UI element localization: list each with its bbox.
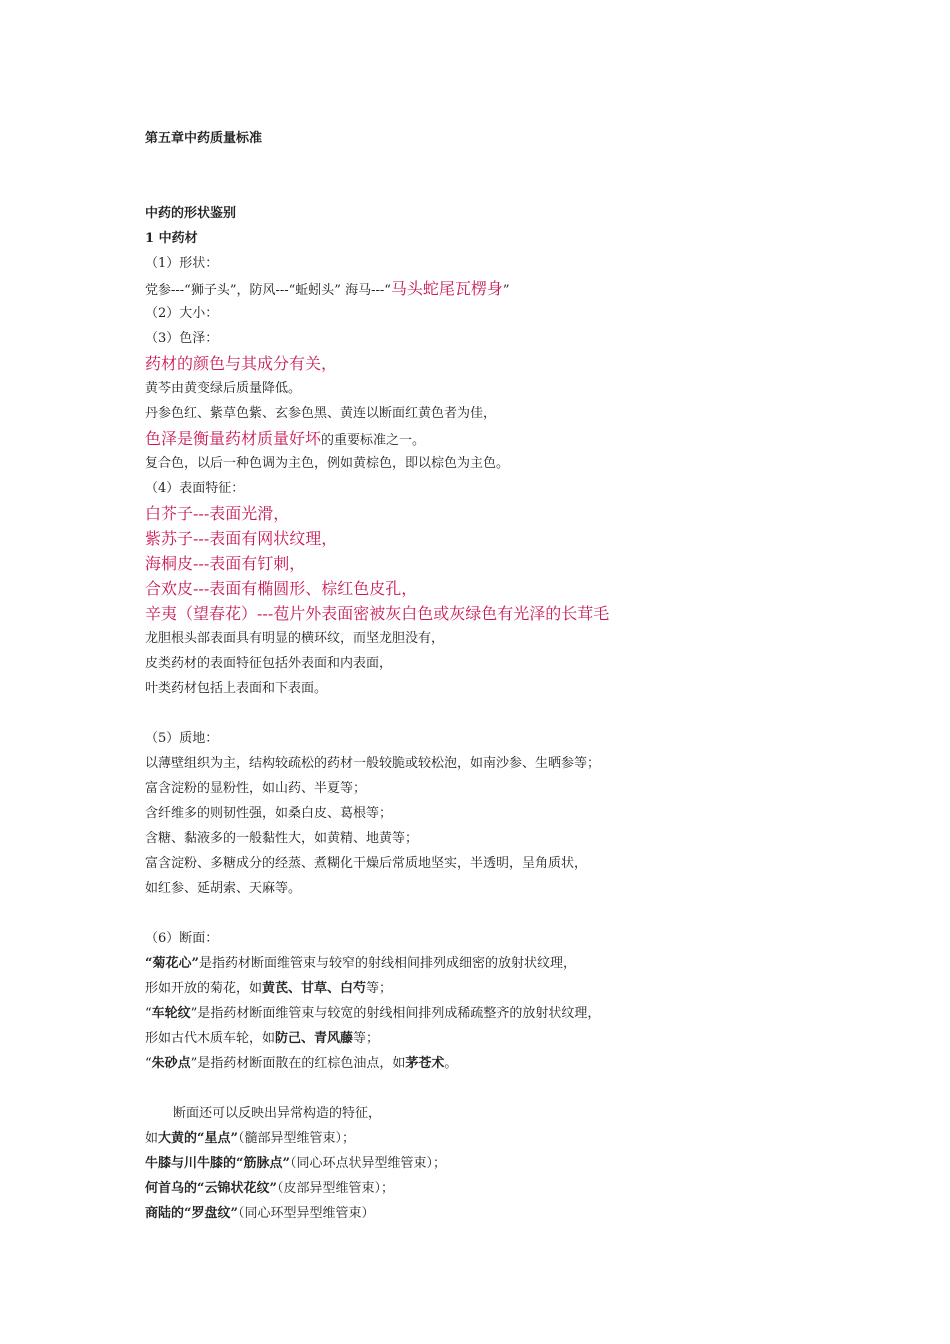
color-line-3: 丹参色红、紫草色紫、玄参色黑、黄连以断面红黄色者为佳， [145, 406, 497, 421]
section-line-5: “朱砂点”是指药材断面散在的红棕色油点，如茅苍术。 [145, 1056, 458, 1071]
section-line-8: 牛膝与川牛膝的“筋脉点”（同心环点状异型维管束）； [145, 1156, 446, 1171]
color-line-2: 黄芩由黄变绿后质量降低。 [145, 381, 302, 396]
color-line-5: 复合色，以后一种色调为主色，例如黄棕色，即以棕色为主色。 [145, 456, 510, 471]
shape-label: （1）形状： [145, 256, 219, 271]
surface-red-line: 紫苏子---表面有网状纹理， [145, 529, 338, 548]
shape-line: 党参---“狮子头”，防风---“蚯蚓头” 海马---“马头蛇尾瓦楞身” [145, 279, 510, 298]
texture-line: 含纤维多的则韧性强，如桑白皮、葛根等； [145, 806, 393, 821]
color-line-1: 药材的颜色与其成分有关， [145, 354, 338, 373]
texture-line: 如红参、延胡索、天麻等。 [145, 881, 302, 896]
surface-line: 叶类药材包括上表面和下表面。 [145, 681, 328, 696]
surface-red-line: 白芥子---表面光滑， [145, 504, 290, 523]
chapter-title: 第五章中药质量标准 [145, 131, 263, 146]
section-heading: 中药的形状鉴别 [145, 206, 237, 221]
section-line-9: 何首乌的“云锦状花纹”（皮部异型维管束）； [145, 1181, 394, 1196]
shape-highlight: 马头蛇尾瓦楞身 [390, 279, 503, 298]
section-line-7: 如大黄的“星点”（髓部异型维管束）； [145, 1131, 355, 1146]
texture-line: 富含淀粉、多糖成分的经蒸、煮糊化干燥后常质地坚实，半透明，呈角质状， [145, 856, 588, 871]
surface-red-line: 合欢皮---表面有椭圆形、棕红色皮孔， [145, 579, 418, 598]
size-label: （2）大小： [145, 306, 219, 321]
section-line-2: 形如开放的菊花，如黄芪、甘草、白芍等； [145, 981, 393, 996]
surface-line: 龙胆根头部表面具有明显的横环纹，而坚龙胆没有， [145, 631, 445, 646]
texture-label: （5）质地： [145, 731, 219, 746]
section-label: （6）断面： [145, 931, 219, 946]
color-label: （3）色泽： [145, 331, 219, 346]
subsection-heading: 1 中药材 [145, 231, 198, 246]
document-body [145, 126, 905, 1226]
surface-red-line: 辛夷（望春花）---苞片外表面密被灰白色或灰绿色有光泽的长茸毛 [145, 604, 610, 623]
texture-line: 以薄壁组织为主，结构较疏松的药材一般较脆或较松泡，如南沙参、生晒参等； [145, 756, 601, 771]
texture-line: 富含淀粉的显粉性，如山药、半夏等； [145, 781, 367, 796]
surface-label: （4）表面特征： [145, 481, 245, 496]
section-line-1: “菊花心”是指药材断面维管束与较窄的射线相间排列成细密的放射状纹理， [145, 956, 576, 971]
color-line-4: 色泽是衡量药材质量好坏的重要标准之一。 [145, 429, 426, 448]
section-line-4: 形如古代木质车轮，如防己、青风藤等； [145, 1031, 380, 1046]
texture-line: 含糖、黏液多的一般黏性大，如黄精、地黄等； [145, 831, 419, 846]
section-line-10: 商陆的“罗盘纹”（同心环型异型维管束） [145, 1206, 375, 1221]
surface-line: 皮类药材的表面特征包括外表面和内表面， [145, 656, 393, 671]
section-line-3: “车轮纹”是指药材断面维管束与较宽的射线相间排列成稀疏整齐的放射状纹理， [145, 1006, 601, 1021]
surface-red-line: 海桐皮---表面有钉刺， [145, 554, 306, 573]
section-line-6: 断面还可以反映出异常构造的特征， [173, 1106, 382, 1121]
